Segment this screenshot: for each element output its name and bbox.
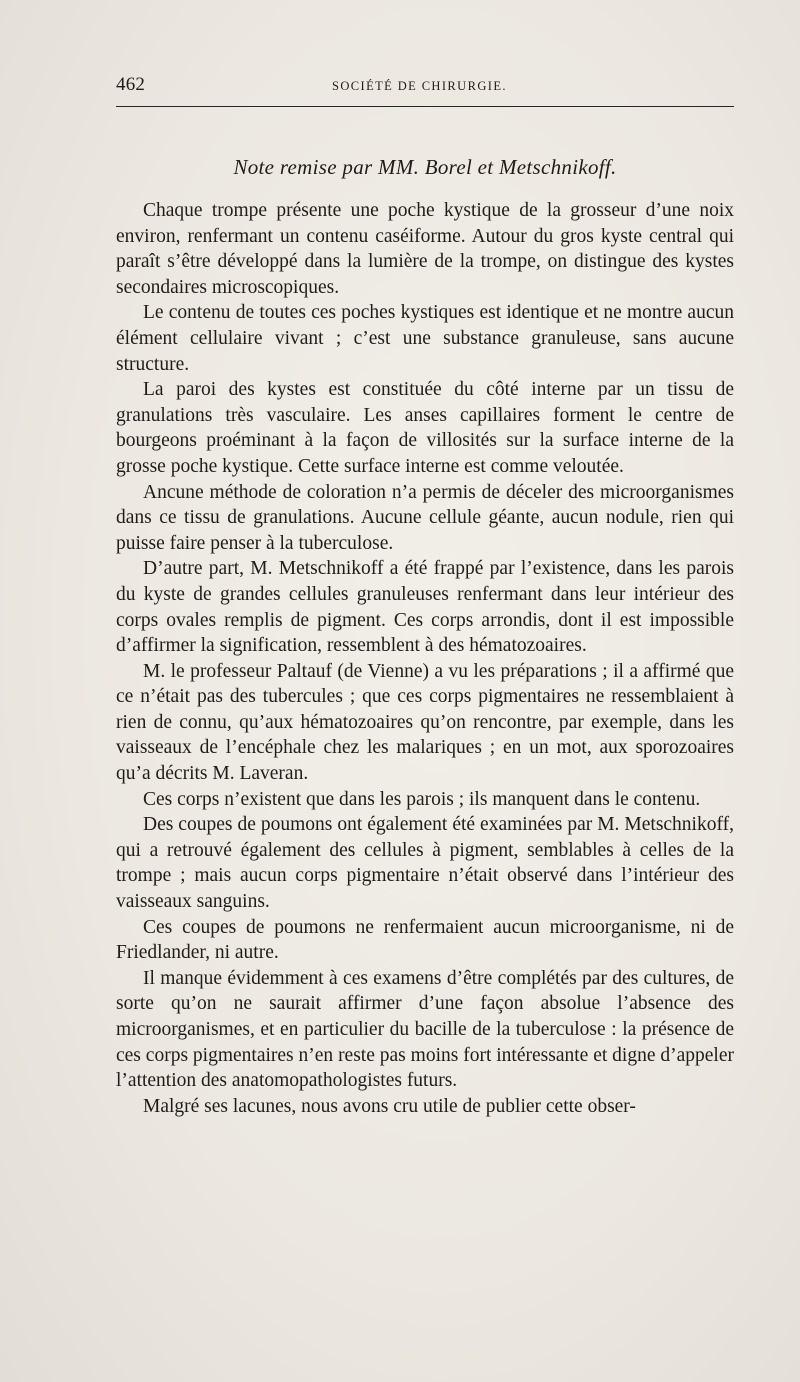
paragraph: Ces coupes de poumons ne renfermaient aucun microorganisme, ni de Friedlander, ni autre. bbox=[116, 916, 734, 964]
running-head bbox=[116, 72, 734, 102]
paragraph: Malgré ses lacunes, nous avons cru utile de publier cette obser- bbox=[143, 1095, 636, 1117]
paragraph: Il manque évidemment à ces examens d’être complétés par des cultures, de sorte qu’on ne saurait affirmer d’une façon absolue l’absence des microorganismes, et en particulier du bacille de la tuberculose : la présence de ces corps pigmentaires n’en reste pas moins fort intéressante et digne d’appeler l’attention des anatomopathologistes futurs. bbox=[116, 967, 734, 1092]
running-title: SOCIÉTÉ DE CHIRURGIE. bbox=[332, 79, 507, 93]
paragraph: Ces corps n’existent que dans les parois ; ils manquent dans le contenu. bbox=[143, 788, 701, 810]
paragraph: Des coupes de poumons ont également été examinées par M. Metschnikoff, qui a retrouvé également des cellules à pigment, semblables à celles de la trompe ; mais aucun corps pigmentaire n’était observé dans l’intérieur des vaisseaux sanguins. bbox=[116, 814, 734, 913]
paragraph: Le contenu de toutes ces poches kystiques est identique et ne montre aucun élément cellulaire vivant ; c’est une substance granuleuse, sans aucune structure. bbox=[116, 302, 734, 375]
paragraph: Chaque trompe présente une poche kystique de la grosseur d’une noix environ, renfermant un contenu caséiforme. Autour du gros kyste central qui paraît s’être développé dans la lumière de la trompe, on distingue des kystes secondaires microscopiques. bbox=[116, 200, 734, 298]
body-text bbox=[116, 198, 734, 1119]
page-number: 462 bbox=[116, 74, 146, 95]
paragraph: M. le professeur Paltauf (de Vienne) a vu les préparations ; il a affirmé que ce n’était pas des tubercules ; que ces corps pigmentaires ne ressemblaient à rien de connu, qu’aux hématozoaires qu’on rencontre, par exemple, dans les vaisseaux de l’encéphale chez les malariques ; en un mot, aux sporozoaires qu’a décrits M. Laveran. bbox=[116, 660, 734, 785]
paragraph: Ancune méthode de coloration n’a permis de déceler des microorganismes dans ce tissu de granulations. Aucune cellule géante, aucun nodule, rien qui puisse faire penser à la tuberculose. bbox=[116, 481, 734, 554]
paragraph: La paroi des kystes est constituée du côté interne par un tissu de granulations très vasculaire. Les anses capillaires forment le centre de bourgeons proéminant à la façon de villosités sur la surface interne de la grosse poche kystique. Cette surface interne est comme veloutée. bbox=[116, 379, 734, 477]
paragraph: D’autre part, M. Metschnikoff a été frappé par l’existence, dans les parois du kyste de grandes cellules granuleuses renfermant dans leur intérieur des corps ovales remplis de pigment. Ces corps arrondis, dont il est impossible d’affirmer la signification, ressemblent à des hématozoaires. bbox=[116, 558, 734, 657]
header-rule bbox=[116, 106, 734, 107]
note-title: Note remise par MM. Borel et Metschnikoff. bbox=[233, 155, 617, 179]
